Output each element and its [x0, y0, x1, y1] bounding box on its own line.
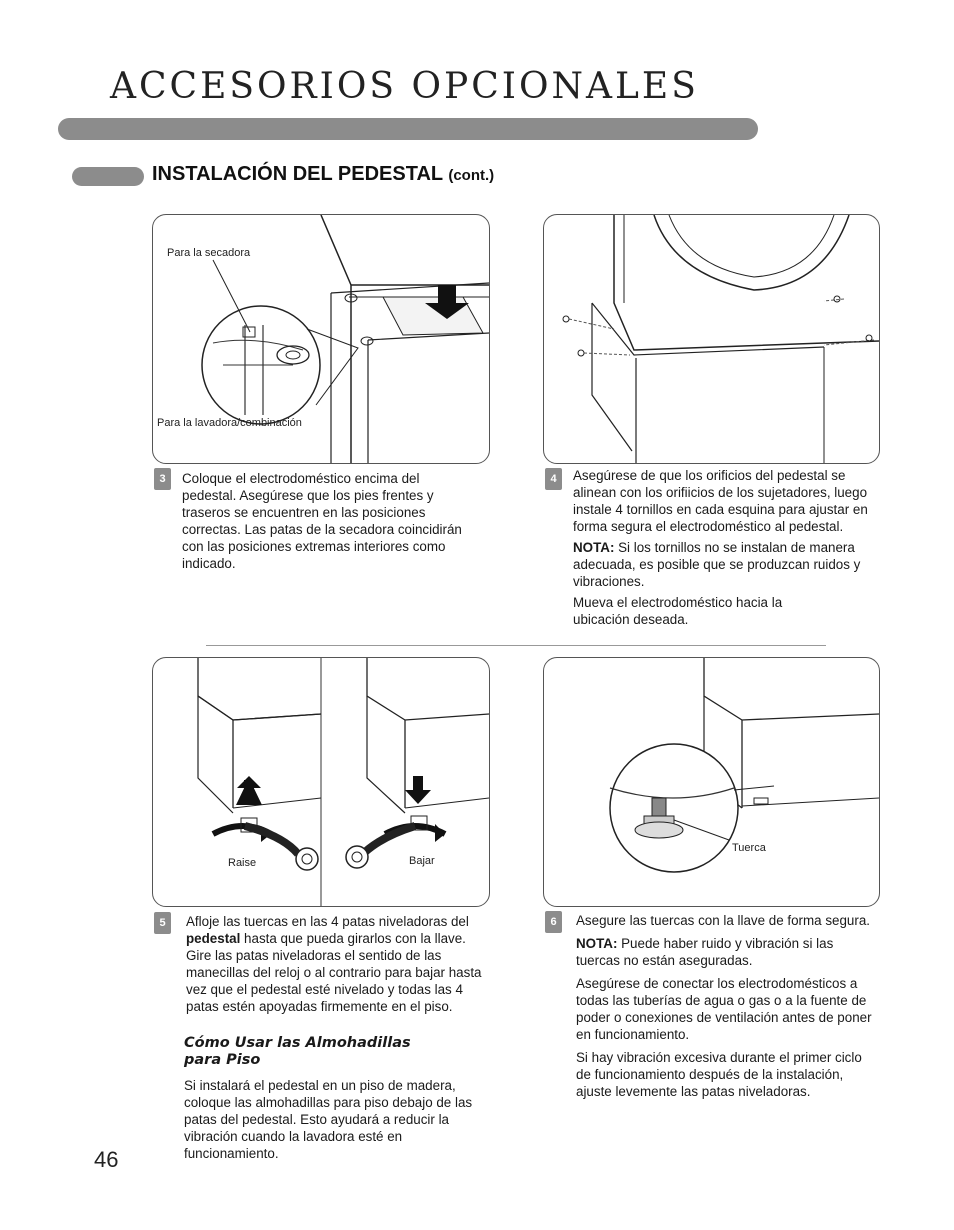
- step-3-text: [182, 470, 474, 578]
- page-title: ACCESORIOS OPCIONALES: [110, 66, 699, 107]
- step-4-note: [573, 539, 878, 590]
- title-bar: [58, 118, 758, 140]
- step-5-paragraph: [186, 913, 482, 1015]
- step-5-text-bold: pedestal: [186, 931, 241, 946]
- callout-dryer: Para la secadora: [167, 247, 251, 259]
- callout-lower: Bajar: [409, 855, 435, 867]
- section-divider: [206, 645, 826, 646]
- figure-step-4: [543, 214, 880, 464]
- step-6-note-label: NOTA:: [576, 936, 618, 951]
- step-6-paragraph: Asegure las tuercas con la llave de forma segura.: [576, 913, 871, 928]
- section-title-text: INSTALACIÓN DEL PEDESTAL: [152, 163, 443, 185]
- step-5-badge: 5: [154, 912, 171, 934]
- step-4-text: [573, 467, 878, 634]
- step-5-text-a: Afloje las tuercas en las 4 patas niveladoras del: [186, 914, 469, 929]
- illustration-install-screws: [544, 215, 879, 463]
- floor-pads-text: [184, 1077, 490, 1168]
- step-6-text: [576, 912, 878, 1106]
- illustration-tighten-nut: [544, 658, 879, 906]
- page-number: 46: [94, 1147, 119, 1172]
- step-4-badge: 4: [545, 468, 562, 490]
- step-6-paragraph-3: Si hay vibración excesiva durante el primer ciclo de funcionamiento después de la instalación, ajuste levemente las patas niveladoras.: [576, 1050, 862, 1099]
- step-5-text: [186, 913, 482, 1021]
- callout-raise: Raise: [228, 857, 257, 869]
- figure-step-6: [543, 657, 880, 907]
- step-6-paragraph-2: Asegúrese de conectar los electrodomésticos a todas las tuberías de agua o gas o a la fuente de poder o conexiones de ventilación antes de poner en funcionamiento.: [576, 976, 872, 1042]
- step-4-paragraph: Asegúrese de que los orificios del pedestal se alinean con los orifiicios de los sujetadores, luego instale 4 tornillos en cada esquina para ajustar en forma segura el electrodoméstico al pedestal.: [573, 468, 868, 534]
- step-4-note-label: NOTA:: [573, 540, 615, 555]
- callout-nut: Tuerca: [732, 842, 766, 854]
- illustration-adjust-legs: [153, 658, 489, 906]
- step-5-text-b: hasta que pueda girarlos con la llave. Gire las patas niveladoras el sentido de las manecillas del reloj o al contrario para bajar hasta vez que el pedestal esté nivelado y todas las 4 patas estén apoyadas firmemente en el piso.: [186, 931, 482, 1014]
- section-marker: [72, 167, 144, 186]
- step-3-badge: 3: [154, 468, 171, 490]
- step-6-badge: 6: [545, 911, 562, 933]
- figure-step-3: [152, 214, 490, 464]
- section-title-suffix: (cont.): [448, 167, 495, 184]
- step-4-extra: Mueva el electrodoméstico hacia la ubicación deseada.: [573, 595, 783, 627]
- callout-washer: Para la lavadora/combinación: [157, 417, 302, 429]
- step-3-paragraph: Coloque el electrodoméstico encima del pedestal. Asegúrese que los pies frentes y traseros se encuentren en las posiciones correctas. Las patas de la secadora coincidirán con las posiciones extremas interiores como indicado.: [182, 471, 462, 571]
- floor-pads-paragraph: Si instalará el pedestal en un piso de madera, coloque las almohadillas para piso debajo de las patas del pedestal. Esto ayudará a reducir la vibración cuando la lavadora esté en funcionamiento.: [184, 1078, 473, 1161]
- floor-pads-heading: Cómo Usar las Almohadillas para Piso: [184, 1035, 411, 1068]
- step-6-note-text: Puede haber ruido y vibración si las tuercas no están aseguradas.: [576, 936, 834, 968]
- section-title: [152, 163, 494, 186]
- step-4-note-text: Si los tornillos no se instalan de manera adecuada, es posible que se produzcan ruidos y vibraciones.: [573, 540, 861, 589]
- figure-step-5: [152, 657, 490, 907]
- step-6-note: [576, 935, 878, 969]
